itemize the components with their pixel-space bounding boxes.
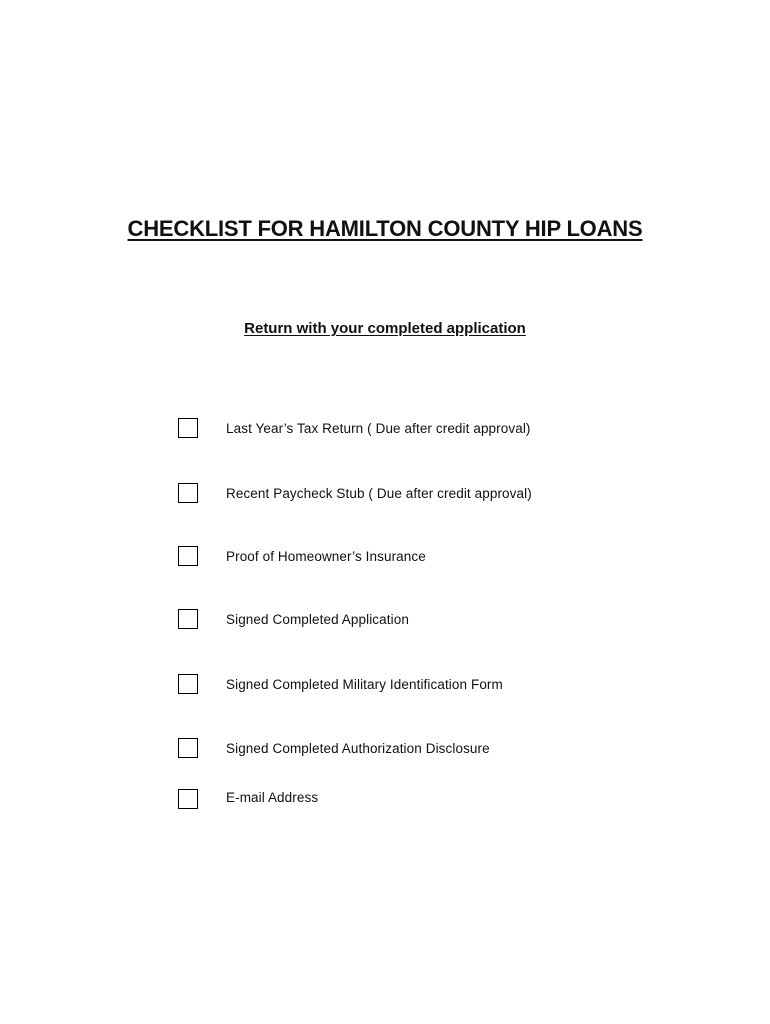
checklist-item-homeowners-insurance[interactable] xyxy=(178,544,426,568)
checkbox[interactable] xyxy=(178,609,198,629)
checkbox[interactable] xyxy=(178,546,198,566)
page-subtitle: Return with your completed application xyxy=(244,320,526,337)
checklist-item-label: E-mail Address xyxy=(226,789,319,805)
checklist-item-tax-return[interactable] xyxy=(178,416,531,440)
checklist-item-paycheck-stub[interactable] xyxy=(178,481,532,505)
checklist-item-signed-application[interactable] xyxy=(178,607,409,631)
checklist-item-military-id-form[interactable] xyxy=(178,672,503,696)
page-title: CHECKLIST FOR HAMILTON COUNTY HIP LOANS xyxy=(127,216,643,241)
checklist-item-email-address[interactable] xyxy=(178,787,318,811)
checklist-item-label: Signed Completed Military Identification Form xyxy=(226,676,503,692)
checkbox[interactable] xyxy=(178,738,198,758)
checklist-item-authorization-disclosure[interactable] xyxy=(178,736,490,760)
checklist-item-label: Signed Completed Authorization Disclosure xyxy=(226,740,490,756)
checklist-item-label: Proof of Homeowner’s Insurance xyxy=(226,548,426,564)
checkbox[interactable] xyxy=(178,483,198,503)
checkbox[interactable] xyxy=(178,789,198,809)
checklist-item-label: Signed Completed Application xyxy=(226,611,409,627)
checkbox[interactable] xyxy=(178,674,198,694)
checklist-item-label: Recent Paycheck Stub ( Due after credit approval) xyxy=(226,485,532,501)
checkbox[interactable] xyxy=(178,418,198,438)
checklist-item-label: Last Year’s Tax Return ( Due after credit approval) xyxy=(226,420,531,436)
